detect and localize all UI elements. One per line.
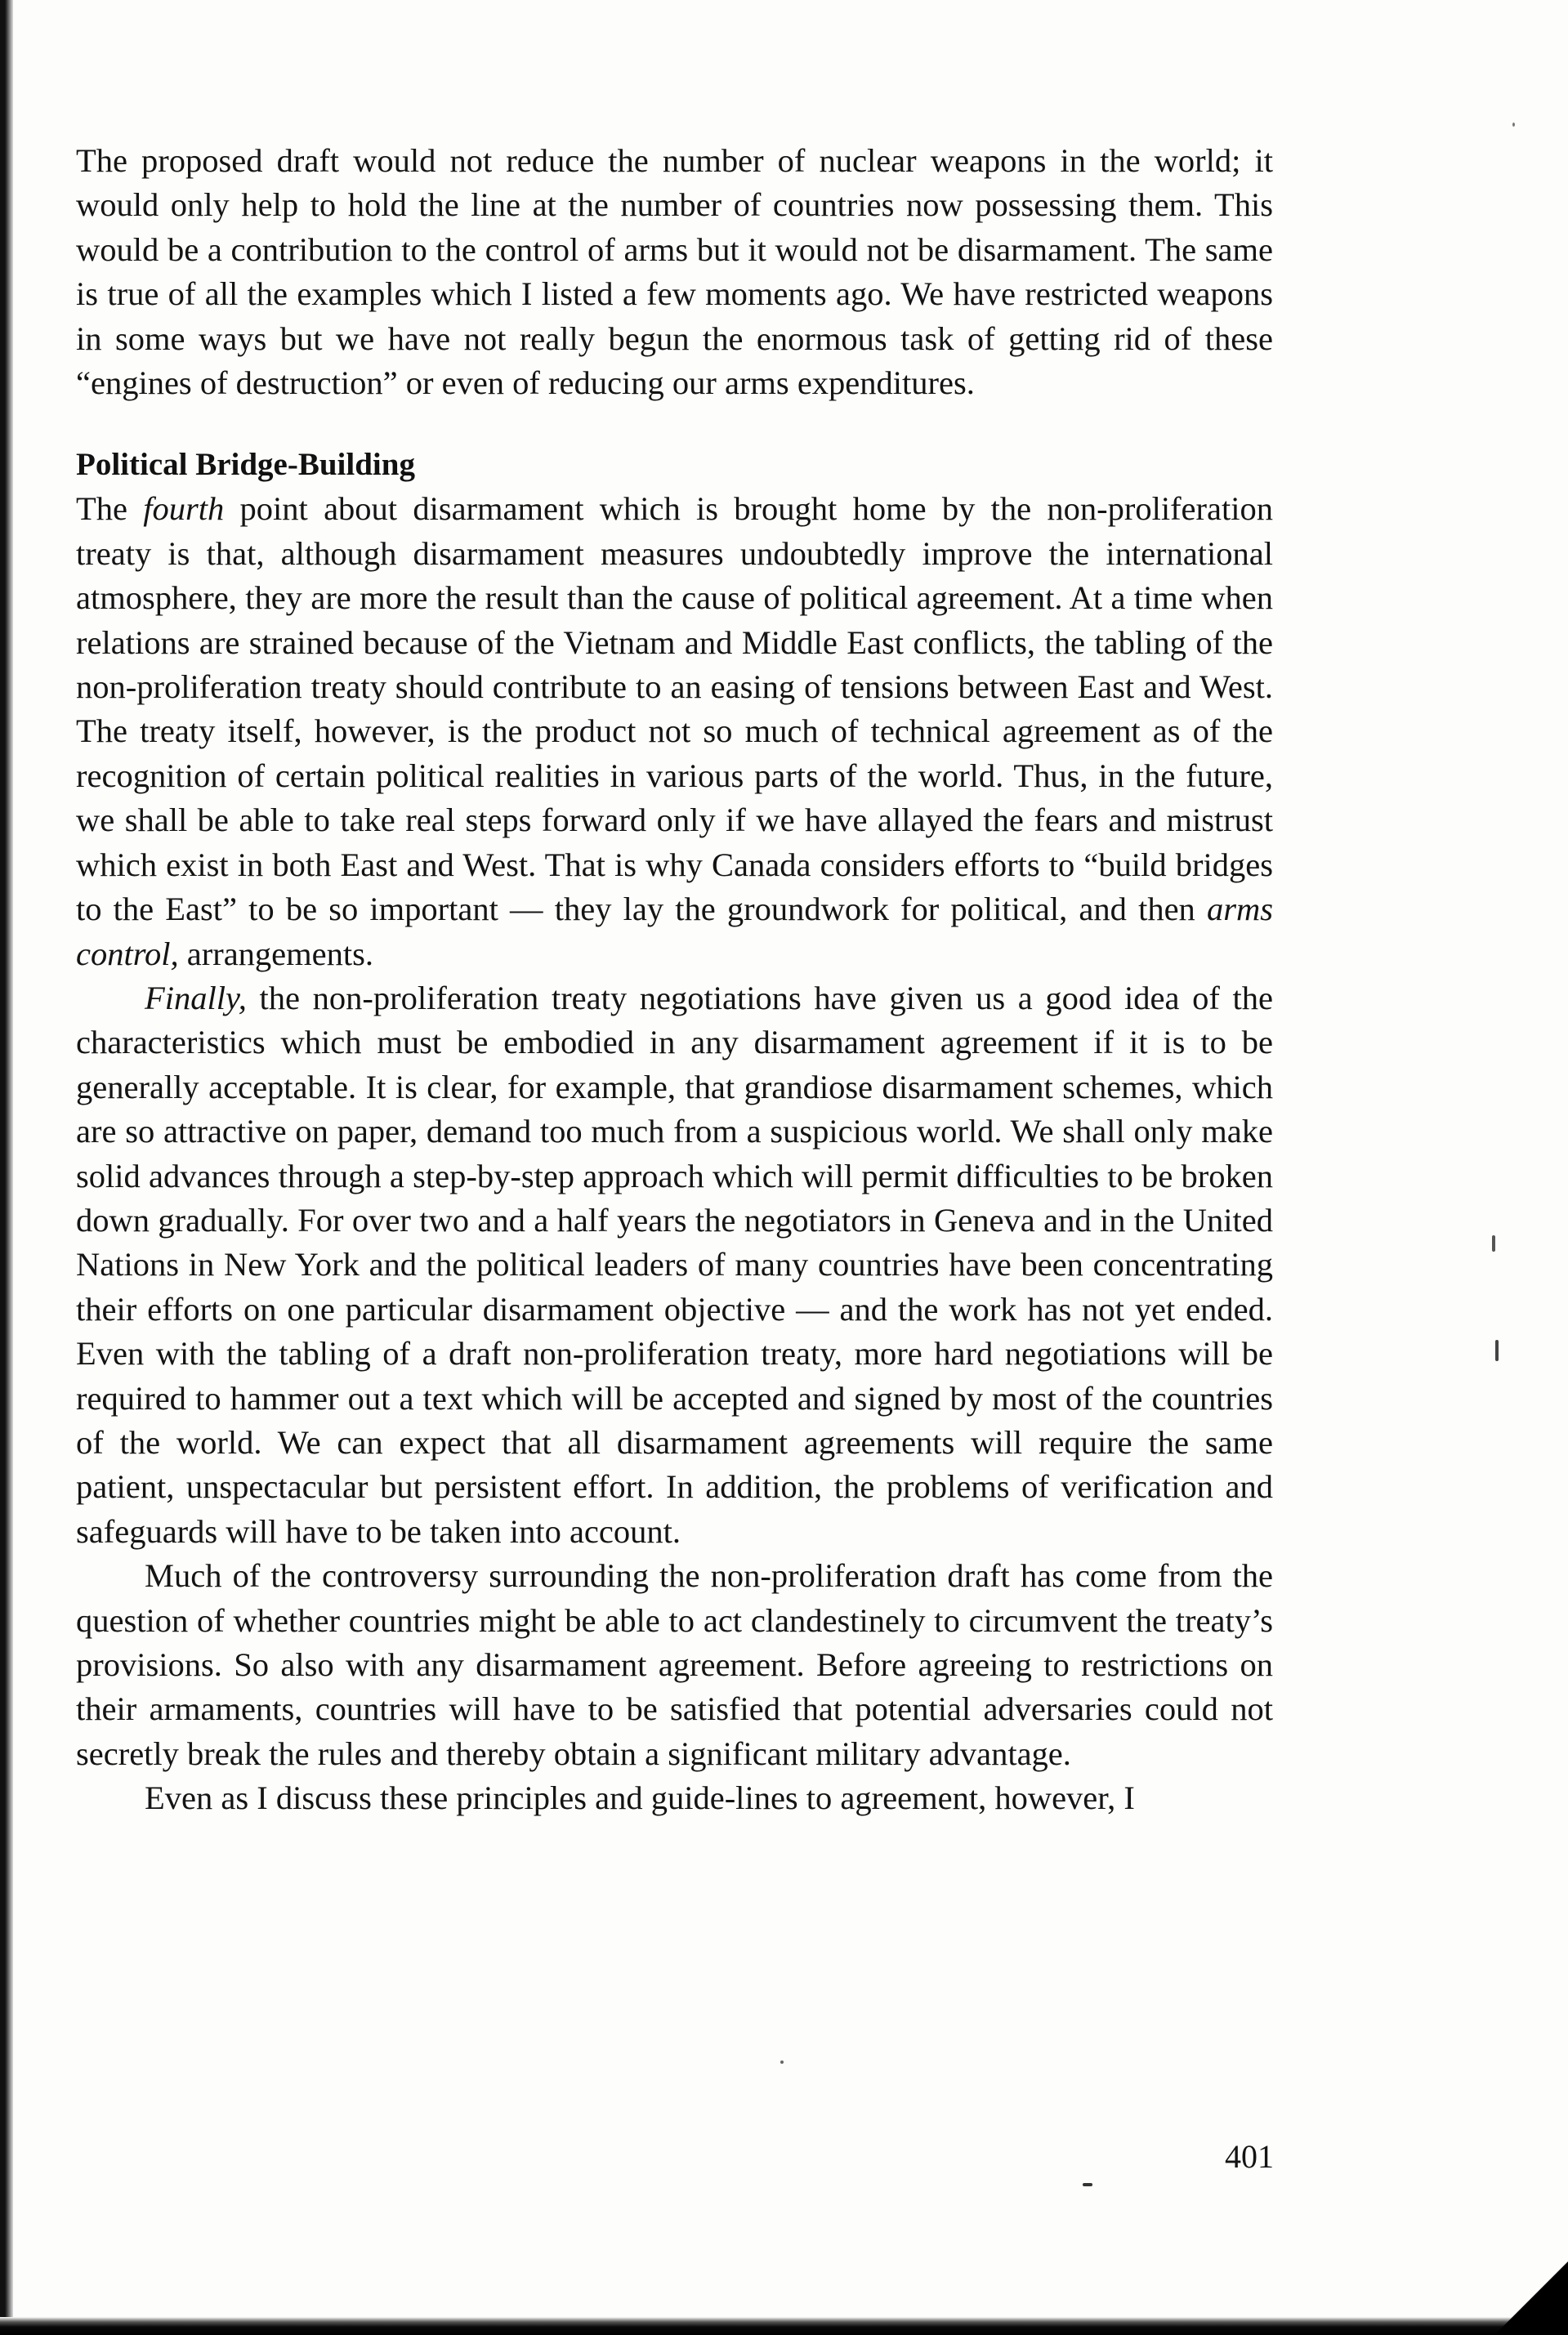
paragraph-2-text-middle: point about disarmament which is brought home by the non-proliferation treaty is that, although disarmament measures undoubtedly improve the international atmosphere, they are more the result than the cause of political agreement. At a time when relations are strained because of the Vietnam and Middle East conflicts, the tabling of the non-proliferation treaty should contribute to an easing of tensions between East and West. The treaty itself, however, is the product not so much of technical agreement as of the recognition of certain political realities in various parts of the world. Thus, in the future, we shall be able to take real steps forward only if we have allayed the fears and mistrust which exist in both East and West. That is why Canada considers efforts to “build bridges to the East” to be so important — they lay the groundwork for political, and then — [76, 490, 1274, 928]
paragraph-4: Much of the controversy surrounding the non-proliferation draft has come from the question of whether countries might be able to act clandestinely to circumvent the treaty’s provisions. So also with any disarmament agreement. Before agreeing to restrictions on their armaments, countries will have to be satisfied that potential adversaries could not secretly break the rules and thereby obtain a significant military advantage. — [76, 1557, 1273, 1772]
paragraph-3-text: the non-proliferation treaty negotiations have given us a good idea of the characteristics which must be embodied in any disarmament agreement if it is to be generally acceptable. It is clear, for example, that grandiose disarmament schemes, which are so attractive on paper, demand too much from a suspicious world. We shall only make solid advances through a step-by-step approach which will permit difficulties to be broken down gradually. For over two and a half years the negotiators in Geneva and in the United Nations in New York and the political leaders of many countries have been concentrating their efforts on one particular disarmament objective — and the work has not yet ended. Even with the tabling of a draft non-proliferation treaty, more hard negotiations will be required to hammer out a text which will be accepted and signed by most of the countries of the world. We can expect that all disarmament agreements will require the same patient, unspectacular but persistent effort. In addition, the problems of verification and safeguards will have to be taken into account. — [76, 979, 1273, 1550]
paragraph-2-italic-fourth: fourth — [143, 490, 225, 528]
page-number: 401 — [1225, 2138, 1274, 2175]
paragraph-3-italic-finally: Finally, — [145, 979, 247, 1016]
binding-shadow — [0, 0, 13, 2335]
scan-speck — [1495, 1340, 1499, 1361]
paragraph-1: The proposed draft would not reduce the number of nuclear weapons in the world; it would only help to hold the line at the number of countries now possessing them. This would be a contribution to the control of arms but it would not be disarmament. The same is true of all the examples which I listed a few moments ago. We have restricted weapons in some ways but we have not really begun the enormous task of getting rid of these “engines of destruction” or even of reducing our arms expenditures. — [76, 142, 1273, 402]
scan-speck — [780, 2060, 784, 2064]
paragraph-3 — [76, 976, 1273, 1554]
paragraph-2-text-end: arrangements. — [178, 935, 374, 972]
paragraph-5: Even as I discuss these principles and guide-lines to agreement, however, I — [145, 1779, 1135, 1817]
section-heading: Political Bridge-Building — [76, 447, 415, 483]
paragraph-2-italic-arms-control: arms control, — [76, 891, 1273, 972]
scan-speck — [1512, 123, 1515, 127]
paragraph-2-text-start: The — [76, 490, 144, 528]
page-bottom-shadow — [0, 2317, 1568, 2335]
page-corner-shadow — [1494, 2261, 1568, 2335]
scan-speck — [1492, 1235, 1495, 1252]
scan-speck — [1083, 2183, 1092, 2186]
body-text — [76, 139, 1273, 1821]
paragraph-2 — [76, 487, 1273, 976]
